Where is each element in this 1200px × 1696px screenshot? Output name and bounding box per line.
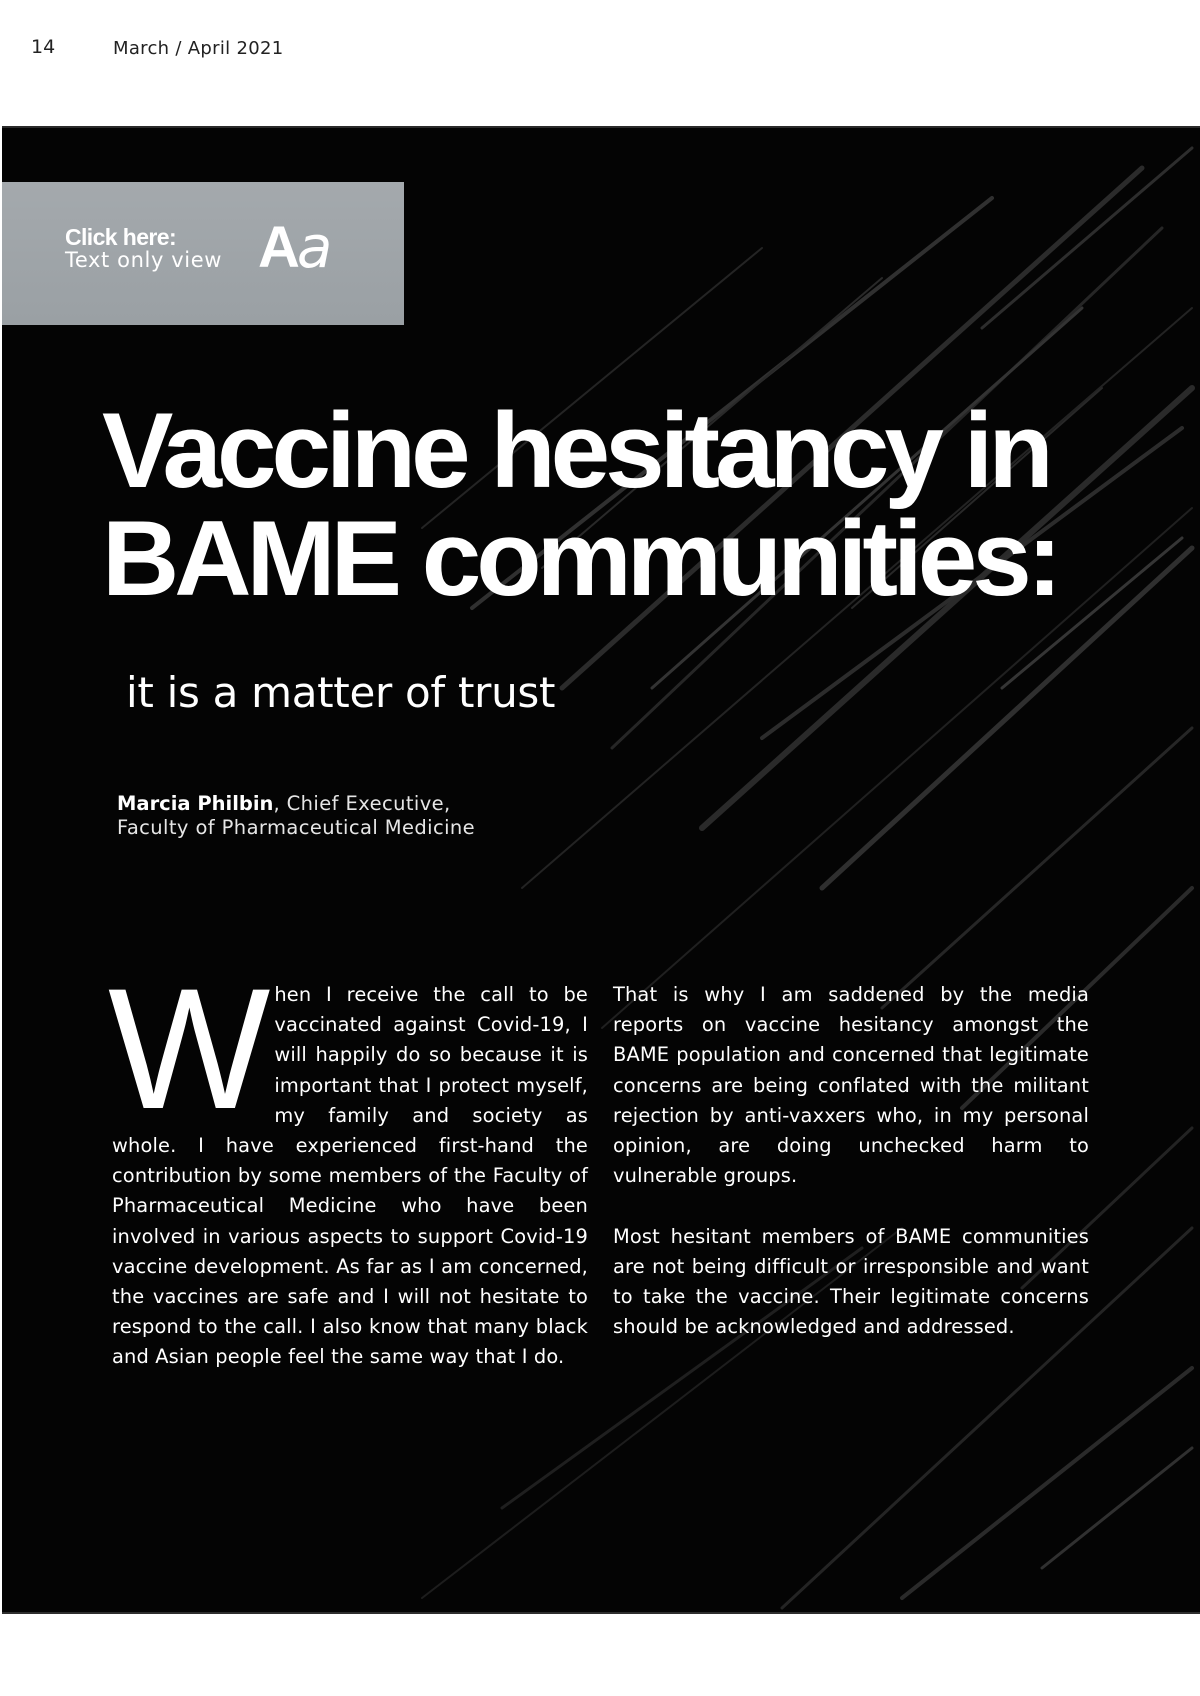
text-view-click-label: Click here: [65, 224, 177, 250]
article-subheading: it is a matter of trust [126, 668, 556, 717]
body-paragraph-text: hen I receive the call to be vaccinated against Covid-19, I will happily do so because it is important that I protect myself, my family and society as whole. I have experienced first-hand the contribution by some members of the Faculty of Pharmaceutical Medicine who have been involved in various aspects to support Covid-19 vaccine development. As far as I am concerned, the vaccines are safe and I will not hesitate to respond to the call. I also know that many black and Asian people feel the same way that I do. [112, 983, 588, 1369]
body-paragraph [108, 953, 588, 1373]
author-role: , Chief Executive, [273, 792, 451, 815]
font-aa-icon-bold: A [258, 215, 297, 280]
author-organisation: Faculty of Pharmaceutical Medicine [117, 816, 476, 839]
article-headline [102, 390, 1182, 618]
drop-cap: W [108, 953, 265, 1145]
article-column-right [613, 980, 1089, 1373]
article-column-left [108, 953, 588, 1403]
font-aa-icon-italic: a [296, 213, 333, 281]
text-view-label: Text only view [65, 248, 222, 272]
headline-line-1: Vaccine hesitancy in [102, 390, 1049, 510]
issue-date: March / April 2021 [113, 38, 284, 59]
author-name: Marcia Philbin [117, 792, 274, 815]
byline [117, 792, 475, 840]
headline-line-2: BAME communities: [102, 498, 1058, 618]
font-aa-icon [258, 213, 333, 281]
text-only-view-button[interactable] [2, 182, 404, 325]
page-number: 14 [31, 36, 56, 58]
panel-divider [2, 1612, 1200, 1614]
body-paragraph: That is why I am saddened by the media reports on vaccine hesitancy amongst the BAME population and concerned that legitimate concerns are being conflated with the militant rejection by anti-vaxxers who, in my personal opinion, are doing unchecked harm to vulnerable groups. [613, 983, 1089, 1188]
article-panel [2, 126, 1200, 1614]
body-paragraph: Most hesitant members of BAME communities are not being difficult or irresponsible and want to take the vaccine. Their legitimate concerns should be acknowledged and addressed. [613, 1224, 1089, 1339]
